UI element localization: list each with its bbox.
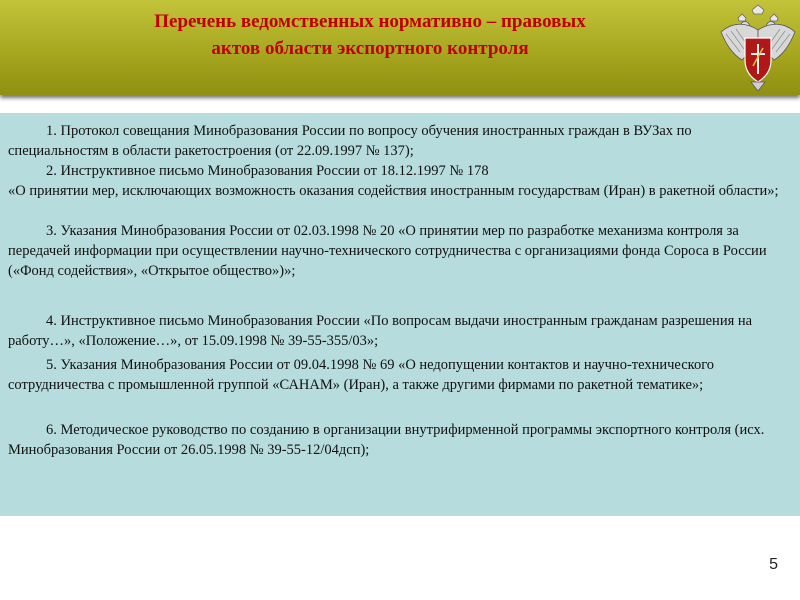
- list-item-text: «О принятии мер, исключающих возможность оказания содействия иностранным государствам (Иран) в ракетной области»;: [8, 183, 779, 199]
- list-item-6: [8, 420, 792, 460]
- list-item-1: [8, 121, 792, 161]
- list-item-text: 1. Протокол совещания Минобразования России по вопросу обучения иностранных граждан в ВУЗах по специальностям в области ракетостроения (от 22.09.1997 № 137);: [8, 123, 692, 159]
- list-item-text: 2. Инструктивное письмо Минобразования России от 18.12.1997 № 178: [46, 163, 489, 179]
- list-item-2-continued: [8, 181, 792, 201]
- list-item-3: [8, 221, 792, 281]
- page-number: 5: [769, 556, 778, 573]
- list-item-2: [8, 161, 792, 181]
- list-item-text: 5. Указания Минобразования России от 09.04.1998 № 69 «О недопущении контактов и научно-технического сотрудничества с промышленной группой «САНАМ» (Иран), а также другими фирмами по ракетной тематике»;: [8, 357, 715, 393]
- slide-title-line-2: актов области экспортного контроля: [211, 38, 529, 59]
- list-item-4: [8, 311, 792, 351]
- double-headed-eagle-emblem-icon: [718, 4, 798, 92]
- slide-title-line-1: Перечень ведомственных нормативно – правовых: [154, 11, 586, 32]
- list-item-5: [8, 355, 792, 395]
- list-item-text: 6. Методическое руководство по созданию в организации внутрифирменной программы экспортного контроля (исх. Минобразования России от 26.05.1998 № 39-55-12/04дсп);: [8, 422, 765, 458]
- list-item-text: 3. Указания Минобразования России от 02.03.1998 № 20 «О принятии мер по разработке механизма контроля за передачей информации при осуществлении научно-технического сотрудничества с организациями фонда Сороса в России («Фонд содействия», «Открытое общество»)»;: [8, 223, 767, 279]
- slide-header: [0, 0, 800, 95]
- slide-title: [80, 8, 660, 62]
- list-item-text: 4. Инструктивное письмо Минобразования России «По вопросам выдачи иностранным гражданам разрешения на работу…», «Положение…», от 15.09.1998 № 39-55-355/03»;: [8, 313, 753, 349]
